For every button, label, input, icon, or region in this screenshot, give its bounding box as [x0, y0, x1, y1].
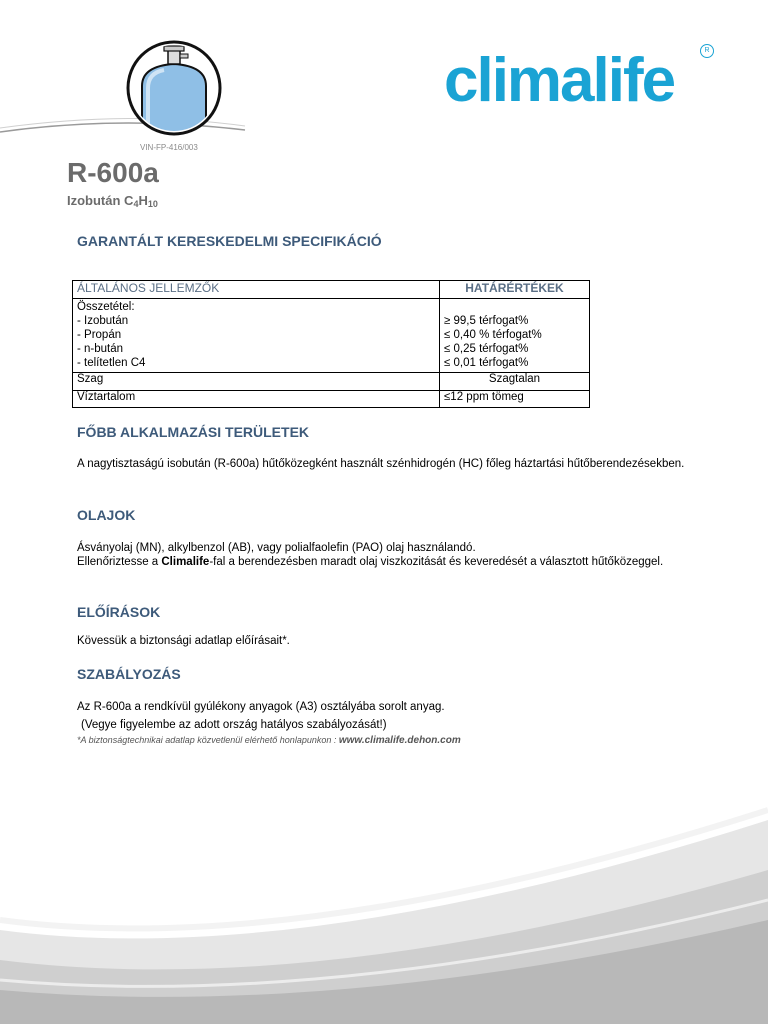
component-limit: ≥ 99,5 térfogat% [444, 315, 529, 327]
subtitle-subscript-2: 10 [147, 199, 158, 209]
composition-cell [73, 299, 440, 373]
component-name: - Propán [77, 329, 122, 341]
limits-cell [440, 299, 590, 373]
gas-cylinder-icon [124, 38, 224, 138]
rules-heading: ELŐÍRÁSOK [77, 604, 161, 620]
document-code: VIN-FP-416/003 [140, 143, 198, 152]
oils-line-2-suffix: -fal a berendezésben maradt olaj viszkozitását és keveredését a választott hűtőközeggel. [209, 556, 664, 568]
component-limit: ≤ 0,25 térfogat% [444, 343, 529, 355]
applications-heading: FŐBB ALKALMAZÁSI TERÜLETEK [77, 424, 310, 440]
applications-text: A nagytisztaságú isobután (R-600a) hűtőközegként használt szénhidrogén (HC) főleg háztartási hűtőberendezésekben. [77, 458, 685, 470]
table-header-row [73, 281, 590, 299]
oils-heading: OLAJOK [77, 507, 136, 523]
component-name: - Izobután [77, 315, 129, 327]
footnote-link[interactable]: www.climalife.dehon.com [338, 735, 461, 746]
subtitle-text: Izobután C [67, 193, 134, 208]
oils-brand: Climalife [161, 556, 210, 568]
water-label: Víztartalom [73, 391, 440, 408]
oils-line-2-prefix: Ellenőriztesse a [77, 556, 162, 568]
water-value: ≤12 ppm tömeg [440, 391, 590, 408]
col-header-limits: HATÁRÉRTÉKEK [440, 281, 590, 299]
odor-value: Szagtalan [440, 373, 590, 391]
spec-table [72, 280, 590, 408]
composition-label: Összetétel: [77, 301, 135, 313]
oils-line-1: Ásványolaj (MN), alkylbenzol (AB), vagy polialfaolefin (PAO) olaj használandó. [77, 542, 476, 554]
rules-text: Kövessük a biztonsági adatlap előírásait*. [77, 635, 290, 647]
table-row [73, 299, 590, 373]
odor-label: Szag [73, 373, 440, 391]
registered-mark-icon: R [700, 44, 714, 58]
regulation-heading: SZABÁLYOZÁS [77, 666, 181, 682]
footer-swoosh-decoration [0, 800, 768, 1024]
product-subtitle [67, 193, 158, 209]
subtitle-h: H [138, 193, 148, 208]
brand-logo: climalife [444, 46, 675, 115]
component-name: - telítetlen C4 [77, 357, 146, 369]
table-row [73, 391, 590, 408]
footnote-text: *A biztonságtechnikai adatlap közvetlenül elérhető honlapunkon : [77, 735, 339, 745]
component-name: - n-bután [77, 343, 124, 355]
spec-heading: GARANTÁLT KERESKEDELMI SPECIFIKÁCIÓ [77, 233, 382, 249]
footnote [77, 735, 461, 746]
product-title: R-600a [67, 157, 159, 188]
subtitle-subscript-1: 4 [133, 199, 139, 209]
col-header-general: ÁLTALÁNOS JELLEMZŐK [73, 281, 440, 299]
oils-line-2 [77, 555, 720, 569]
table-row [73, 373, 590, 391]
component-limit: ≤ 0,01 térfogat% [444, 357, 529, 369]
regulation-line-2: (Vegye figyelembe az adott ország hatályos szabályozását!) [81, 719, 387, 731]
regulation-line-1: Az R-600a a rendkívül gyúlékony anyagok (A3) osztályába sorolt anyag. [77, 701, 445, 713]
component-limit: ≤ 0,40 % térfogat% [444, 329, 542, 341]
